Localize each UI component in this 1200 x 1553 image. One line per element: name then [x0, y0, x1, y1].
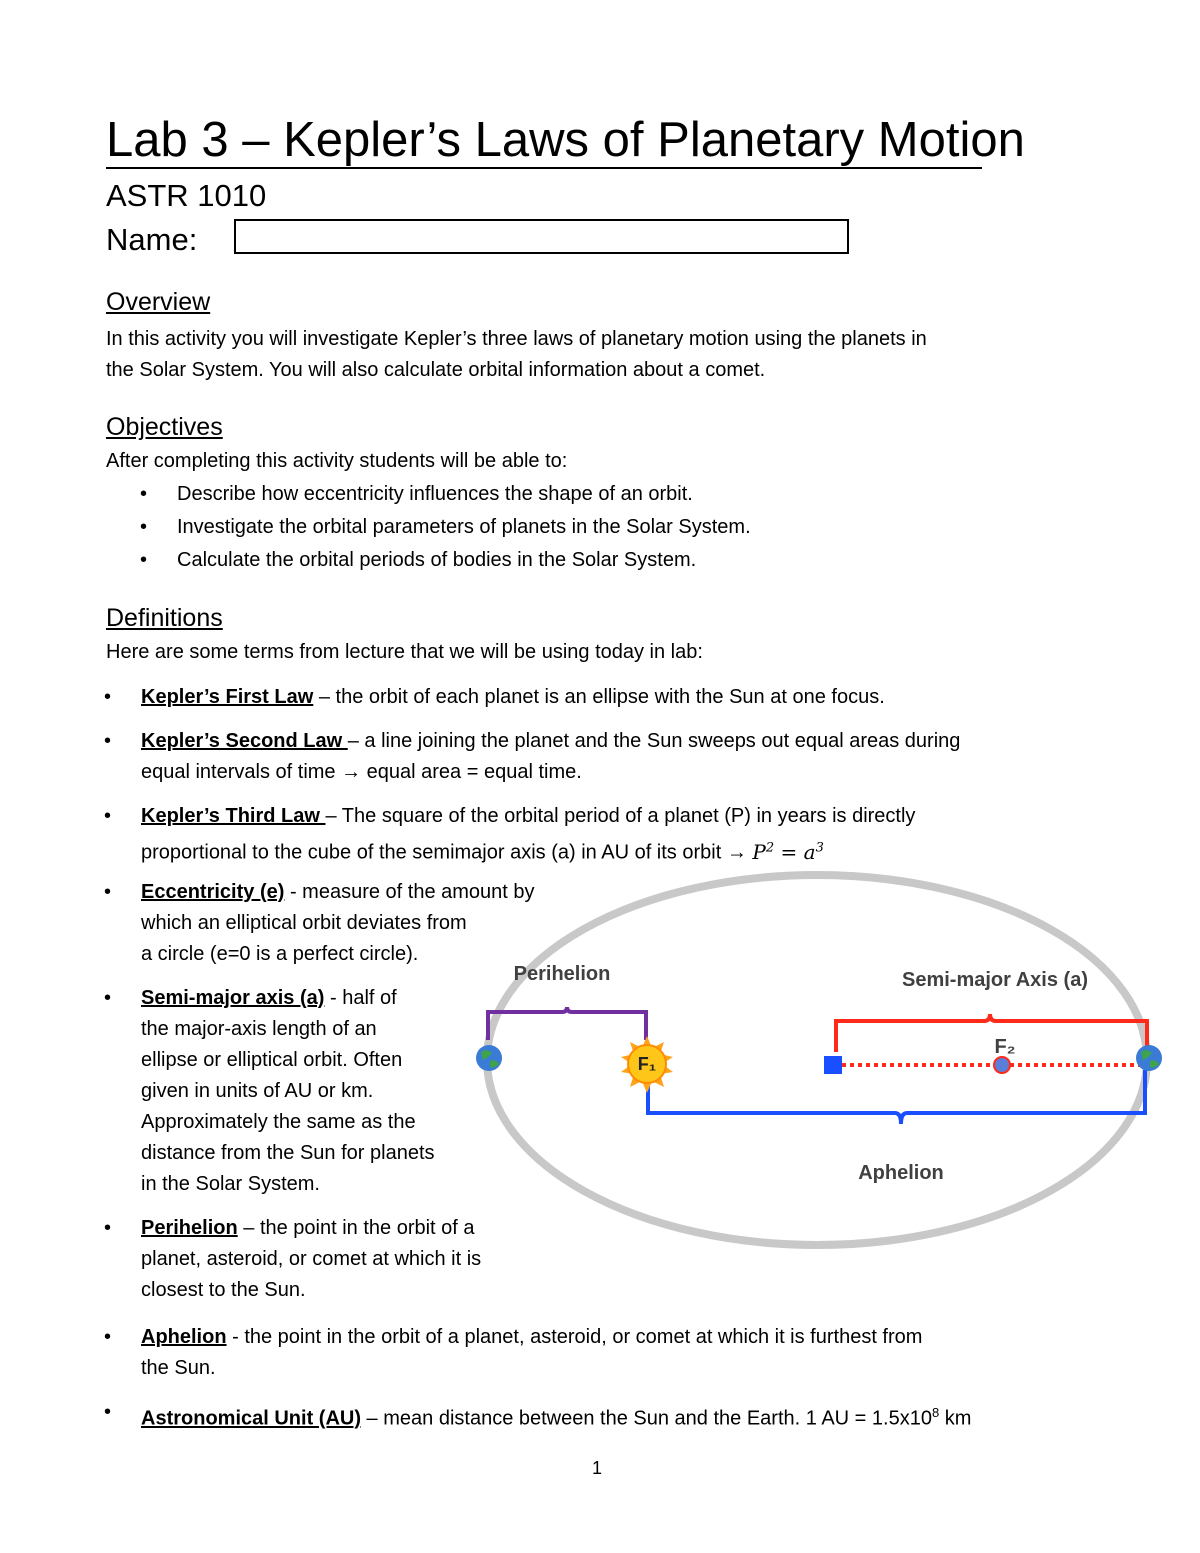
- objectives-intro: After completing this activity students will be able to:: [106, 450, 568, 472]
- definition-aphelion: [141, 1322, 1101, 1384]
- title-underline: [106, 167, 982, 169]
- perihelion-label: Perihelion: [513, 963, 611, 985]
- term-au: Astronomical Unit (AU): [141, 1407, 361, 1430]
- name-field[interactable]: [234, 219, 849, 254]
- definition-text: - measure of the amount by: [284, 881, 535, 903]
- overview-line-1: In this activity you will investigate Kepler’s three laws of planetary motion using the planets in: [106, 328, 927, 350]
- formula-p-exponent: 2: [765, 840, 775, 855]
- definitions-intro: Here are some terms from lecture that we will be using today in lab:: [106, 641, 703, 663]
- perihelion-bracket: [488, 1007, 646, 1040]
- definition-text: distance from the Sun for planets: [141, 1142, 435, 1164]
- definition-au: [141, 1397, 1101, 1435]
- definitions-list-top: [141, 682, 1101, 869]
- definition-text: - half of: [324, 987, 397, 1009]
- definition-text: – The square of the orbital period of a planet (P) in years is directly: [325, 805, 916, 827]
- overview-text: [106, 324, 1096, 385]
- orbit-ellipse: [487, 875, 1147, 1245]
- term-first-law: Kepler’s First Law: [141, 686, 314, 708]
- definition-first-law: [141, 682, 1101, 713]
- list-item: • Describe how eccentricity influences the shape of an orbit.: [177, 479, 1077, 512]
- formula-a-exponent: 3: [815, 840, 824, 855]
- semimajor-bracket: [836, 1014, 1147, 1052]
- definitions-list-bottom: [141, 1322, 1101, 1435]
- objectives-list: [177, 479, 1077, 578]
- definition-text: closest to the Sun.: [141, 1279, 306, 1301]
- definition-second-law: [141, 726, 1101, 788]
- semimajor-label: Semi-major Axis (a): [902, 969, 1088, 991]
- definition-text: – the orbit of each planet is an ellipse with the Sun at one focus.: [313, 686, 885, 708]
- document-title: Lab 3 – Kepler’s Laws of Planetary Motion: [106, 113, 1025, 167]
- course-code: ASTR 1010: [106, 178, 267, 213]
- term-semimajor: Semi-major axis (a): [141, 987, 325, 1009]
- overview-heading: Overview: [106, 288, 211, 316]
- orbit-diagram: [470, 870, 1190, 1260]
- definition-text: which an elliptical orbit deviates from: [141, 912, 467, 934]
- definition-text: – a line joining the planet and the Sun sweeps out equal areas during: [347, 730, 961, 752]
- objectives-heading: Objectives: [106, 413, 223, 441]
- definition-text: - the point in the orbit of a planet, asteroid, or comet at which it is furthest from: [226, 1326, 923, 1348]
- definition-text: equal intervals of time → equal area = equal time.: [141, 761, 582, 783]
- aphelion-bracket: [648, 1070, 1145, 1124]
- definition-text: in the Solar System.: [141, 1173, 320, 1195]
- focus-f2-label: F₂: [994, 1036, 1016, 1058]
- focus-f1-label: F₁: [637, 1054, 657, 1074]
- term-second-law: Kepler’s Second Law: [141, 730, 348, 752]
- earth-aphelion-icon: [1136, 1045, 1162, 1071]
- definition-text: the major-axis length of an: [141, 1018, 377, 1040]
- definition-third-law: [141, 801, 1101, 869]
- formula-a: a: [803, 839, 816, 864]
- overview-line-2: the Solar System. You will also calculate orbital information about a comet.: [106, 358, 766, 381]
- definition-text: Approximately the same as the: [141, 1111, 416, 1133]
- definitions-heading: Definitions: [106, 604, 223, 632]
- definition-text: – mean distance between the Sun and the Earth. 1 AU = 1.5x10: [361, 1407, 932, 1430]
- name-label: Name:: [106, 222, 198, 257]
- list-item: • Calculate the orbital periods of bodies in the Solar System.: [177, 545, 1077, 578]
- earth-perihelion-icon: [476, 1045, 502, 1071]
- definition-text: km: [939, 1407, 972, 1430]
- kepler-formula: [752, 840, 823, 864]
- term-perihelion: Perihelion: [141, 1217, 238, 1239]
- definition-text: ellipse or elliptical orbit. Often: [141, 1049, 403, 1071]
- formula-equals: =: [774, 839, 804, 864]
- formula-p: P: [752, 839, 766, 864]
- definition-text: proportional to the cube of the semimajor axis (a) in AU of its orbit →: [141, 841, 753, 864]
- definition-text: given in units of AU or km.: [141, 1080, 374, 1102]
- definition-text: a circle (e=0 is a perfect circle).: [141, 943, 419, 965]
- page-number: 1: [592, 1458, 603, 1478]
- term-third-law: Kepler’s Third Law: [141, 805, 326, 827]
- term-eccentricity: Eccentricity (e): [141, 881, 285, 903]
- ellipse-center-marker: [824, 1056, 842, 1074]
- au-exponent: 8: [931, 1405, 940, 1420]
- term-aphelion: Aphelion: [141, 1326, 227, 1348]
- definition-text: – the point in the orbit of a: [237, 1217, 475, 1239]
- aphelion-label: Aphelion: [858, 1162, 944, 1184]
- definition-text: the Sun.: [141, 1357, 216, 1379]
- focus-f2-marker: [994, 1057, 1010, 1073]
- list-item: • Investigate the orbital parameters of planets in the Solar System.: [177, 512, 1077, 545]
- definition-text: planet, asteroid, or comet at which it is: [141, 1248, 482, 1270]
